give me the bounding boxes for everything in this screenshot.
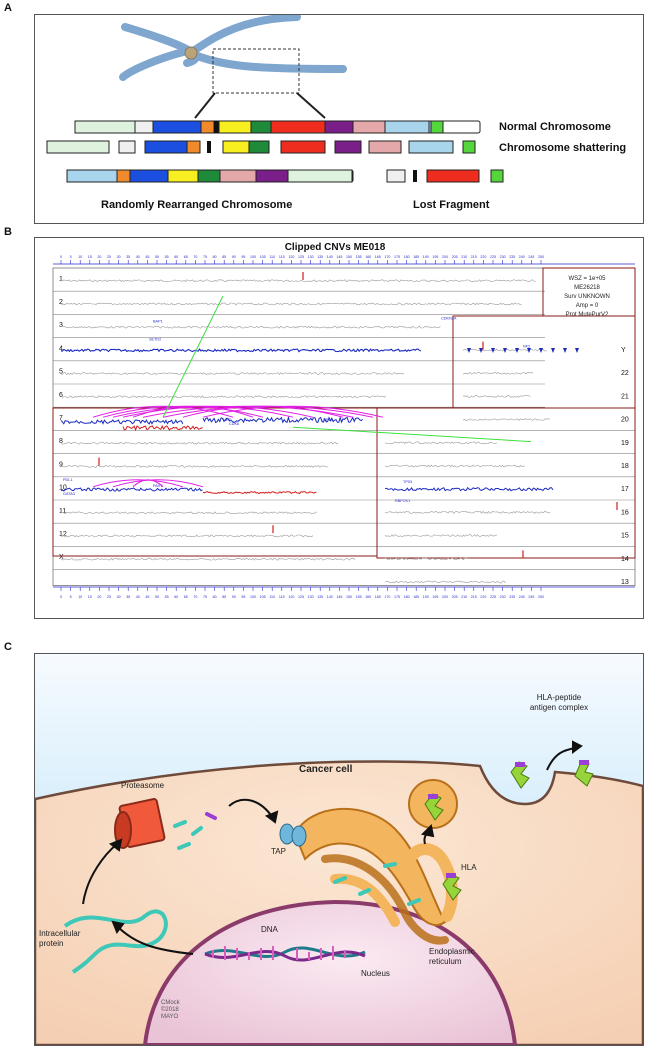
bottom-axis-tick-label: 190 [422, 595, 429, 599]
top-axis-tick-label: 245 [528, 255, 535, 259]
centromere [185, 47, 197, 59]
cnv-trace-chr4 [61, 349, 421, 352]
gene-label: CDK6 [229, 422, 240, 427]
cnv-trace-chr10-loss [203, 492, 316, 494]
cnv-trace-right [385, 535, 497, 537]
chromosome-row-label: 13 [621, 579, 629, 586]
bottom-axis-tick-label: 75 [203, 595, 207, 599]
top-axis-tick-label: 85 [222, 255, 227, 259]
top-axis-tick-label: 65 [183, 255, 188, 259]
top-axis-tick-label: 80 [212, 255, 217, 259]
bottom-axis-tick-label: 175 [394, 595, 400, 599]
bottom-axis-tick-label: 240 [518, 595, 525, 599]
cnv-trace [61, 558, 355, 560]
panel-a-figure [35, 15, 643, 223]
cnv-trace-chr10 [61, 488, 202, 491]
chromosome-row-label: Y [621, 347, 626, 354]
cancer-cell-label: Cancer cell [299, 764, 353, 775]
top-axis-tick-label: 35 [126, 255, 131, 259]
shattering-label: Chromosome shattering [499, 142, 627, 154]
bottom-axis-tick-label: 225 [490, 595, 496, 599]
bottom-axis-tick-label: 115 [278, 595, 285, 599]
bottom-axis-tick-label: 170 [384, 595, 391, 599]
info-line: Prot MutePurV2 [565, 312, 609, 318]
bottom-axis-tick-label: 55 [164, 595, 169, 599]
spike-marker [539, 348, 543, 353]
top-axis-tick-label: 200 [442, 255, 448, 259]
chromosome-row-label: 18 [621, 463, 629, 470]
info-line: ME26218 [574, 285, 600, 291]
translocation-link [293, 427, 531, 441]
top-axis-tick-label: 60 [174, 255, 179, 259]
panel-b [34, 237, 644, 619]
gene-label: RBFOX1 [395, 499, 411, 503]
chromosome-row-label: 7 [59, 414, 63, 422]
bottom-axis-tick-label: 235 [509, 595, 516, 599]
zoom-line [297, 93, 325, 118]
spike-marker [575, 348, 579, 353]
gene-label: BAP1 [153, 319, 163, 324]
gene-label: LRP1B [321, 418, 334, 423]
bottom-axis-tick-label: 245 [528, 595, 535, 599]
cnv-trace [61, 373, 404, 375]
top-axis-tick-label: 95 [241, 255, 246, 259]
chromosome-row-label: 15 [621, 532, 629, 540]
top-axis-tick-label: 115 [278, 255, 285, 259]
cnv-trace-right [385, 442, 497, 444]
chromosome-row-label: 5 [59, 368, 63, 376]
panel-a-label: A [4, 2, 12, 14]
chromosome-row-label: 1 [59, 275, 63, 283]
top-axis-tick-label: 100 [250, 255, 256, 259]
cnv-trace [61, 535, 313, 537]
top-axis-tick-label: 30 [116, 255, 121, 259]
chromatid-arm [123, 51, 187, 77]
top-axis-tick-label: 140 [326, 255, 333, 259]
bottom-axis-tick-label: 140 [326, 595, 333, 599]
gene-label: PAX7 [153, 483, 163, 488]
bottom-axis-tick-label: 60 [174, 595, 179, 599]
gene-label: NF2 [523, 344, 531, 349]
chromosome-row-label: 20 [621, 416, 629, 424]
panel-a [34, 14, 644, 224]
top-axis-tick-label: 20 [97, 255, 102, 259]
cnv-trace [61, 303, 522, 305]
chromosome-row-label: 6 [59, 391, 63, 399]
normal-chromosome-label: Normal Chromosome [499, 121, 611, 133]
bottom-axis-tick-label: 215 [470, 595, 477, 599]
artist-credit: CMock ©2018 MAYO [161, 1000, 180, 1020]
rearranged-chromosome [67, 170, 353, 182]
panel-c-label: C [4, 641, 12, 653]
dna-label: DNA [261, 925, 278, 934]
top-axis-tick-label: 170 [384, 255, 391, 259]
bottom-axis-tick-label: 130 [307, 595, 314, 599]
chromosome-row-label: 10 [59, 484, 67, 492]
panel-c [34, 653, 644, 1046]
spike-marker [551, 348, 555, 353]
top-axis-tick-label: 180 [403, 255, 410, 259]
bottom-axis-tick-label: 15 [87, 595, 92, 599]
top-axis-tick-label: 125 [298, 255, 304, 259]
hla-label: HLA [461, 863, 477, 872]
er-label: Endoplasmic reticulum [429, 947, 475, 966]
top-axis-tick-label: 175 [394, 255, 400, 259]
gene-label: TP53 [403, 479, 413, 484]
spike-marker [563, 348, 567, 353]
top-axis-tick-label: 40 [135, 255, 140, 259]
proteasome-label: Proteasome [121, 781, 165, 790]
chromatid-arm [195, 55, 343, 69]
chromosome-row-label: 17 [621, 486, 629, 494]
top-axis-tick-label: 5 [69, 255, 72, 259]
bottom-axis-tick-label: 120 [288, 595, 295, 599]
gene-label: SETD2 [149, 337, 162, 342]
bottom-axis-tick-label: 5 [69, 595, 72, 599]
bottom-axis-tick-label: 195 [432, 595, 439, 599]
chromosome-row-label: 11 [59, 507, 67, 515]
right-group-box [453, 316, 635, 408]
hla-peptide-label-1: HLA-peptide antigen complex [529, 693, 589, 712]
bottom-axis-tick-label: 155 [355, 595, 362, 599]
top-axis-tick-label: 15 [87, 255, 92, 259]
bottom-axis-tick-label: 185 [413, 595, 420, 599]
cnv-trace-chr7-loss [123, 426, 203, 430]
top-axis-tick-label: 0 [60, 255, 62, 259]
bottom-axis-tick-label: 50 [155, 595, 159, 599]
bottom-axis-tick-label: 95 [241, 595, 246, 599]
info-line: Surv UNKNOWN [564, 294, 610, 300]
proteasome [115, 799, 165, 848]
cnv-title: Clipped CNVs ME018 [284, 242, 386, 253]
bottom-axis-tick-label: 210 [461, 595, 468, 599]
tap-label: TAP [271, 847, 286, 856]
intracellular-label: Intracellular protein [39, 929, 81, 948]
bottom-axis-tick-label: 150 [346, 595, 352, 599]
bottom-axis-tick-label: 125 [298, 595, 304, 599]
cnv-trace-right [385, 465, 525, 467]
bottom-axis-tick-label: 165 [374, 595, 381, 599]
chromosome-row-label: 2 [59, 298, 63, 306]
chromosome-row-label: 4 [59, 345, 63, 353]
antigen-diagram [35, 654, 643, 1045]
chromosome-row-label: 9 [59, 461, 63, 469]
bottom-axis-tick-label: 25 [107, 595, 111, 599]
info-line: Amp = 0 [575, 303, 599, 309]
bottom-axis-tick-label: 205 [451, 595, 458, 599]
bottom-axis-tick-label: 70 [193, 595, 198, 599]
top-axis-tick-label: 225 [490, 255, 496, 259]
bottom-axis-tick-label: 45 [145, 595, 150, 599]
cnv-trace [61, 396, 386, 398]
top-axis-tick-label: 185 [413, 255, 420, 259]
top-axis-tick-label: 210 [461, 255, 468, 259]
bottom-axis-tick-label: 200 [442, 595, 448, 599]
cnv-trace [61, 512, 317, 514]
chromosome-row-label: 12 [59, 530, 67, 538]
chromosome-row-label: 16 [621, 509, 629, 517]
cnv-trace-right [385, 511, 550, 513]
top-axis-tick-label: 190 [422, 255, 429, 259]
cnv-trace-right [463, 419, 550, 421]
top-axis-tick-label: 160 [365, 255, 372, 259]
gene-label: MET [223, 418, 232, 423]
spike-marker [503, 348, 507, 353]
top-axis-tick-label: 235 [509, 255, 516, 259]
top-axis-tick-label: 55 [164, 255, 169, 259]
gene-label: GATA3 [63, 491, 75, 496]
cnv-trace-right [385, 488, 553, 491]
chromosome-row-label: 3 [59, 322, 63, 330]
top-axis-tick-label: 10 [78, 255, 83, 259]
bottom-axis-tick-label: 220 [480, 595, 487, 599]
top-axis-tick-label: 220 [480, 255, 487, 259]
nucleus-label: Nucleus [361, 969, 390, 978]
zoom-line [195, 93, 215, 118]
chromosome-row-label: 14 [621, 555, 629, 563]
cnv-plot [35, 238, 643, 618]
top-axis-tick-label: 130 [307, 255, 314, 259]
bottom-axis-tick-label: 105 [259, 595, 266, 599]
spike-marker [515, 348, 519, 353]
bottom-axis-tick-label: 0 [60, 595, 62, 599]
bottom-axis-tick-label: 10 [78, 595, 83, 599]
top-axis-tick-label: 50 [155, 255, 159, 259]
cnv-trace-right [463, 395, 530, 397]
top-axis-tick-label: 105 [259, 255, 266, 259]
bottom-axis-tick-label: 180 [403, 595, 410, 599]
lost-fragments [387, 170, 503, 182]
chromosome-row-label: X [59, 554, 64, 562]
bottom-axis-tick-label: 35 [126, 595, 131, 599]
top-axis-tick-label: 110 [269, 255, 276, 259]
top-axis-tick-label: 240 [518, 255, 525, 259]
cnv-trace-chr7 [61, 420, 183, 424]
chromatid-arm [193, 17, 297, 51]
normal-chromosome [75, 121, 480, 133]
top-axis-tick-label: 205 [451, 255, 458, 259]
top-axis-tick-label: 195 [432, 255, 439, 259]
bottom-axis-tick-label: 100 [250, 595, 256, 599]
bottom-axis-tick-label: 20 [97, 595, 102, 599]
cnv-trace-right [463, 372, 533, 374]
cnv-trace [61, 280, 536, 282]
top-axis-tick-label: 155 [355, 255, 362, 259]
cnv-trace-right [385, 581, 505, 583]
bottom-axis-tick-label: 145 [336, 595, 343, 599]
top-axis-tick-label: 215 [470, 255, 477, 259]
top-axis-tick-label: 25 [107, 255, 111, 259]
top-axis-tick-label: 90 [231, 255, 236, 259]
cnv-trace [61, 442, 338, 444]
gene-label: CDKN2A [441, 316, 457, 321]
top-axis-tick-label: 75 [203, 255, 207, 259]
bottom-axis-tick-label: 85 [222, 595, 227, 599]
top-axis-tick-label: 70 [193, 255, 198, 259]
lost-fragment-label: Lost Fragment [413, 199, 490, 211]
bottom-axis-tick-label: 80 [212, 595, 217, 599]
cnv-trace [61, 326, 440, 328]
bottom-axis-tick-label: 40 [135, 595, 140, 599]
top-axis-tick-label: 145 [336, 255, 343, 259]
chromosome-row-label: 19 [621, 439, 629, 447]
chromosome-row-label: 22 [621, 370, 629, 378]
bottom-axis-tick-label: 230 [499, 595, 506, 599]
chromosome-row-label: 21 [621, 393, 629, 401]
bottom-axis-tick-label: 250 [538, 595, 544, 599]
top-axis-tick-label: 150 [346, 255, 352, 259]
info-line: WSZ = 1e+05 [568, 276, 606, 282]
panel-b-label: B [4, 226, 12, 238]
chromosome-row-label: 8 [59, 438, 63, 446]
bottom-axis-tick-label: 160 [365, 595, 372, 599]
bottom-axis-tick-label: 30 [116, 595, 121, 599]
top-axis-tick-label: 230 [499, 255, 506, 259]
bottom-axis-tick-label: 90 [231, 595, 236, 599]
shattered-chromosome [47, 141, 475, 153]
top-axis-tick-label: 120 [288, 255, 295, 259]
top-axis-tick-label: 165 [374, 255, 381, 259]
cnv-trace [61, 465, 328, 467]
top-axis-tick-label: 45 [145, 255, 150, 259]
top-axis-tick-label: 135 [317, 255, 324, 259]
gene-label: PDL1 [63, 477, 73, 482]
bottom-axis-tick-label: 110 [269, 595, 276, 599]
rearranged-label: Randomly Rearranged Chromosome [101, 199, 293, 211]
top-axis-tick-label: 250 [538, 255, 544, 259]
bottom-axis-tick-label: 65 [183, 595, 188, 599]
bottom-axis-tick-label: 135 [317, 595, 324, 599]
